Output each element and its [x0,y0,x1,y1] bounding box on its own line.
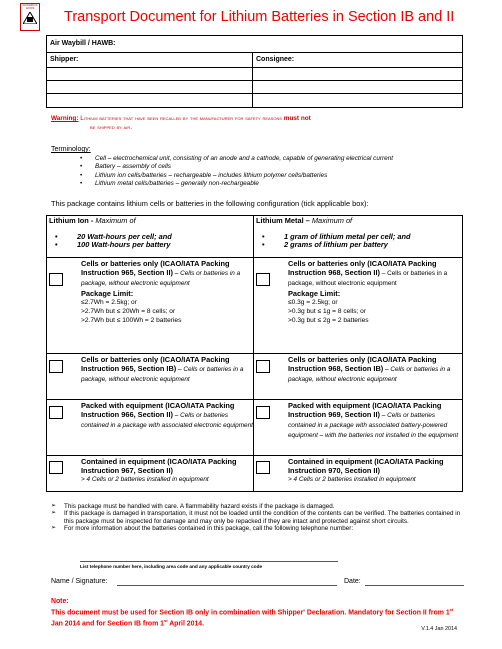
version-label: V.1.4 Jan 2014 [421,626,457,632]
shipper-field-1[interactable] [47,68,253,80]
metal-970-ii-desc: > 4 Cells or 2 batteries installed in equipment [288,476,416,483]
metal-968-ib-checkbox[interactable] [256,360,270,373]
phone-label: List telephone number here, including area code and any applicable country code [80,564,263,569]
metal-968-ii-checkbox[interactable] [256,273,270,286]
ion-967-ii-desc: > 4 Cells or 2 batteries installed in equipment [81,476,209,483]
terminology-heading: Terminology: [51,146,91,153]
metal-head: Lithium Metal – [256,216,312,225]
note-label: Note: [51,598,69,605]
ion-967-ii-title: Contained in equipment (ICAO/IATA Packing Instruction 967, Section II) [81,457,237,475]
metal-head-italic: Maximum of [311,216,353,225]
ion-965-ib-title: Cells or batteries only (ICAO/IATA Packing Instruction 965, Section IB) [81,355,230,373]
metal-970-ii-title: Contained in equipment (ICAO/IATA Packing Instruction 970, Section II) [288,457,444,475]
ion-965-ib-checkbox[interactable] [49,360,63,373]
date-label: Date: [344,578,361,585]
list-item: ➢ If this package is damaged in transportation, it must not be loaded until the condition of the contents can be verified. The batteries contained in this package must be inspected for damage and may only be repacked if they are intact and protected against short circuits. [51,510,466,525]
logo-text: DANGEROUS GOODS [22,5,38,10]
metal-package-limit: Package Limit: [288,289,341,298]
list-item: >2.7Wh but ≤ 20Wh = 8 cells; or [81,308,176,315]
list-item: >0.3g but ≤ 2g = 2 batteries [288,317,369,324]
list-item: • Lithium metal cells/batteries – generally non-rechargeable [80,180,393,188]
dangerous-goods-logo [20,3,40,31]
list-item: >0.3g but ≤ 1g = 8 cells; or [288,308,367,315]
warning-text: Lithium batteries that have been recalled by the manufacturer for safety reasons [78,115,284,122]
note-text-1: This document must be used for Section IB only in combination with Shipper' Declaration. Mandatory for Section II from 1 [51,609,450,617]
warning-line2: be shipped by air. [90,124,133,131]
list-item: • Lithium ion cells/batteries – rechargeable – includes lithium polymer cells/batteries [80,172,393,180]
signature-field[interactable] [117,585,337,586]
ion-965-ii-desc: – Cells or batteries in a package, without electronic equipment [81,270,241,287]
metal-969-ii-title: Packed with equipment (ICAO/IATA Packing Instruction 969, Section II) [288,401,442,419]
list-item: ≤0.3g = 2.5kg; or [288,299,338,306]
note-text-2: Jan 2014 and for Section IB from 1 [51,620,164,628]
ion-head-italic: Maximum of [95,216,136,225]
metal-970-ii-checkbox[interactable] [256,461,270,474]
ion-966-ii-checkbox[interactable] [49,406,63,419]
ion-head: Lithium Ion - [49,216,96,225]
ion-965-ii-checkbox[interactable] [49,273,63,286]
metal-968-ii-title: Cells or batteries only (ICAO/IATA Packing Instruction 968, Section II) [288,259,437,277]
list-item: • Battery – assembly of cells [80,163,393,171]
date-field[interactable] [365,585,464,586]
metal-968-ib-desc: – Cells or batteries in a package, without electronic equipment [288,366,451,383]
ion-965-ii-title: Cells or batteries only (ICAO/IATA Packing Instruction 965, Section II) [81,259,230,277]
consignee-label: Consignee: [256,56,295,63]
handling-notes [51,503,466,533]
ion-967-ii-checkbox[interactable] [49,461,63,474]
list-item: ≤2.7Wh = 2.5kg; or [81,299,137,306]
terminology-list [80,155,393,188]
metal-969-ii-checkbox[interactable] [256,406,270,419]
metal-968-ii-desc: – Cells or batteries in a package, without electronic equipment [288,270,448,287]
page-title: Transport Document for Lithium Batteries in Section IB and II [64,9,455,25]
consignee-field-2[interactable] [253,81,462,93]
warning-notice [51,114,461,132]
note-sup-2: st [163,618,168,624]
shipper-label: Shipper: [47,53,253,67]
note-text [51,606,466,629]
ion-966-ii-title: Packed with equipment (ICAO/IATA Packing Instruction 966, Section II) [81,401,235,419]
ion-package-limit: Package Limit: [81,289,134,298]
signature-label: Name / Signature: [51,578,108,585]
warning-emph: must not [283,115,311,122]
ion-965-ib-desc: – Cells or batteries in a package, without electronic equipment [81,366,244,383]
consignee-field-1[interactable] [253,68,462,80]
metal-969-ii-desc: – Cells or batteries contained in a package with associated battery-powered equipment – with the batteries not installed in the equipment [288,412,459,439]
list-item: ➢ This package must be handled with care. A flammability hazard exists if the package is damaged. [51,503,466,510]
hazard-icon [23,12,37,24]
awb-label: Air Waybill / HAWB: [47,36,462,53]
configuration-table [46,215,463,492]
list-item: • 20 Watt-hours per cell; and [49,233,172,242]
intro-text: This package contains lithium cells or batteries in the following configuration (tick applicable box): [51,199,369,208]
shipper-field-3[interactable] [47,94,253,107]
ion-966-ii-desc: – Cells or batteries contained in a package with associated electronic equipment [81,412,253,429]
list-item: • 1 gram of lithium metal per cell; and [256,233,411,242]
phone-number-field[interactable] [80,561,338,562]
consignee-field-3[interactable] [253,94,462,107]
note-sup-1: st [449,607,454,612]
list-item: • 2 grams of lithium per battery [256,241,411,250]
list-item: • Cell – electrochemical unit, consisting of an anode and a cathode, capable of generating electrical current [80,155,393,163]
shipper-field-2[interactable] [47,81,253,93]
warning-label: Warning: [51,115,79,122]
list-item: >2.7Wh but ≤ 100Wh = 2 batteries [81,317,182,324]
list-item: ➢ For more information about the batteries contained in this package, call the following telephone number: [51,525,466,532]
note-text-3: April 2014. [167,620,205,628]
metal-968-ib-title: Cells or batteries only (ICAO/IATA Packing Instruction 968, Section IB) [288,355,437,373]
list-item: • 100 Watt-hours per battery [49,241,172,250]
awb-table [46,35,463,108]
